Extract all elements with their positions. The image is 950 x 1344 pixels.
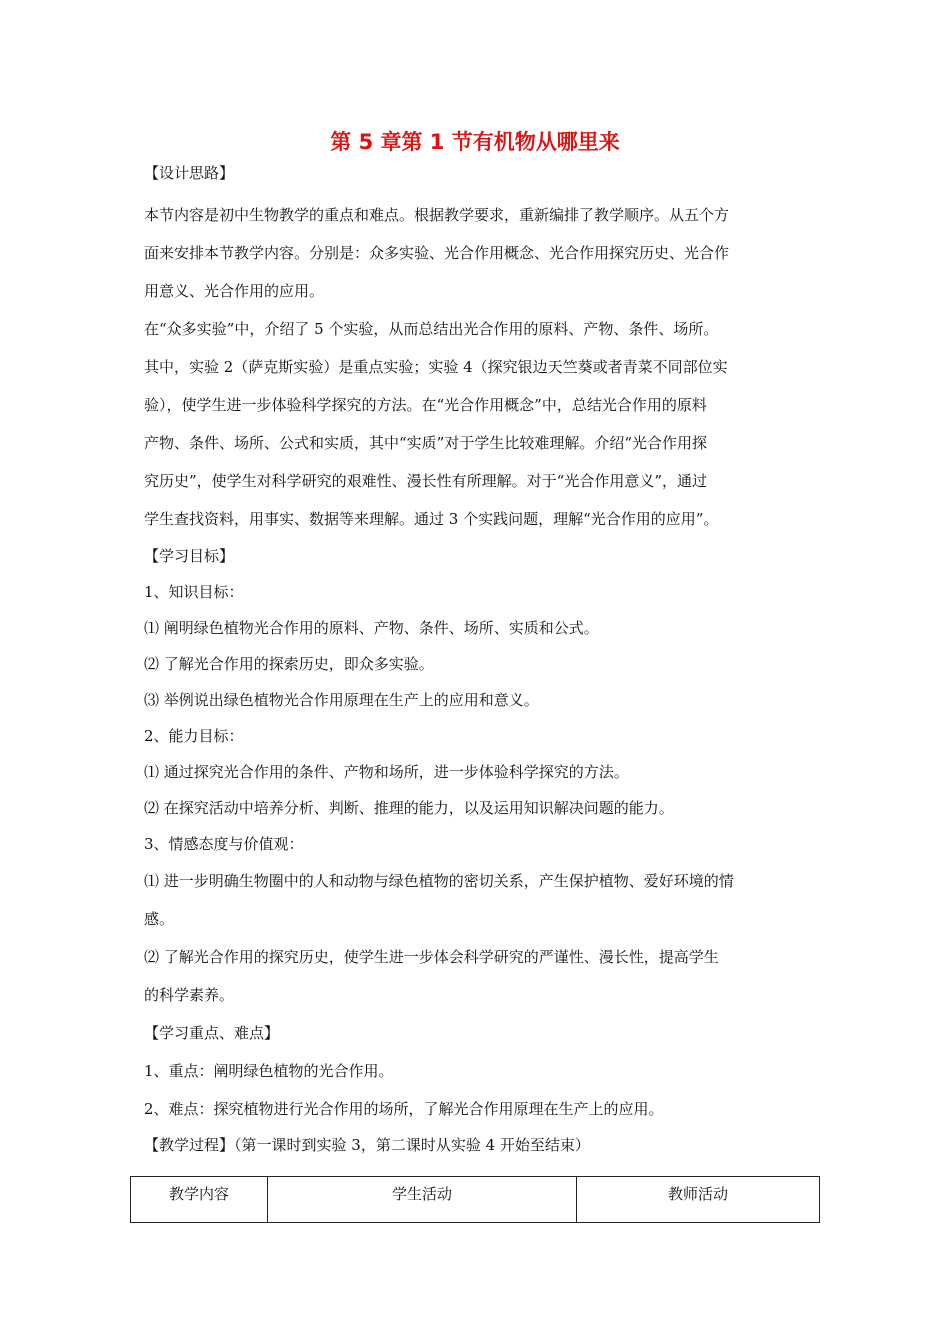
difficult-point-item: 2、难点：探究植物进行光合作用的场所，了解光合作用原理在生产上的应用。 — [144, 1100, 664, 1118]
column-header-teacher: 教师活动 — [577, 1177, 820, 1223]
paragraph-line: 其中，实验 2（萨克斯实验）是重点实验；实验 4（探究银边天竺葵或者青菜不同部位实 — [144, 358, 728, 376]
page-title: 第 5 章第 1 节有机物从哪里来 — [330, 130, 620, 154]
process-table-container — [130, 1176, 820, 1223]
section-heading-goals: 【学习目标】 — [144, 547, 235, 565]
section-heading-design: 【设计思路】 — [144, 164, 235, 182]
design-paragraph — [144, 196, 820, 538]
paragraph-line: 验），使学生进一步体验科学探究的方法。在“光合作用概念”中，总结光合作用的原料 — [144, 396, 707, 414]
paragraph-line: 究历史”，使学生对科学研究的艰难性、漫长性有所理解。对于“光合作用意义”，通过 — [144, 472, 708, 490]
paragraph-line: 产物、条件、场所、公式和实质，其中“实质”对于学生比较难理解。介绍“光合作用探 — [144, 434, 708, 452]
list-item: ⑴ 阐明绿色植物光合作用的原料、产物、条件、场所、实质和公式。 — [144, 619, 599, 637]
paragraph-line: 在“众多实验”中，介绍了 5 个实验，从而总结出光合作用的原料、产物、条件、场所。 — [144, 320, 719, 338]
list-item-continuation: 的科学素养。 — [144, 986, 235, 1004]
list-item: ⑵ 在探究活动中培养分析、判断、推理的能力，以及运用知识解决问题的能力。 — [144, 799, 674, 817]
process-note: （第一课时到实验 3，第二课时从实验 4 开始至结束） — [234, 1136, 590, 1154]
column-header-content: 教学内容 — [131, 1177, 268, 1223]
key-point-item: 1、重点：阐明绿色植物的光合作用。 — [144, 1062, 394, 1080]
section-heading-key-points: 【学习重点、难点】 — [144, 1024, 280, 1042]
paragraph-line: 面来安排本节教学内容。分别是：众多实验、光合作用概念、光合作用探究历史、光合作 — [144, 244, 730, 262]
process-table — [130, 1176, 820, 1223]
paragraph-line: 用意义、光合作用的应用。 — [144, 282, 325, 300]
list-item: ⑴ 进一步明确生物圈中的人和动物与绿色植物的密切关系，产生保护植物、爱好环境的情 — [144, 872, 734, 890]
list-item-continuation: 感。 — [144, 910, 175, 928]
emotion-goals-heading: 3、情感态度与价值观： — [144, 835, 304, 853]
table-header-row — [131, 1177, 820, 1223]
process-heading-line — [144, 1128, 820, 1162]
column-header-student: 学生活动 — [268, 1177, 577, 1223]
knowledge-goals-heading: 1、知识目标： — [144, 583, 244, 601]
list-item: ⑴ 通过探究光合作用的条件、产物和场所，进一步体验科学探究的方法。 — [144, 763, 629, 781]
list-item: ⑶ 举例说出绿色植物光合作用原理在生产上的应用和意义。 — [144, 691, 539, 709]
document-body — [144, 160, 820, 1162]
paragraph-line: 本节内容是初中生物教学的重点和难点。根据教学要求，重新编排了教学顺序。从五个方 — [144, 206, 730, 224]
list-item: ⑵ 了解光合作用的探究历史，使学生进一步体会科学研究的严谨性、漫长性，提高学生 — [144, 948, 719, 966]
ability-goals-heading: 2、能力目标： — [144, 727, 244, 745]
list-item: ⑵ 了解光合作用的探索历史，即众多实验。 — [144, 655, 434, 673]
paragraph-line: 学生查找资料，用事实、数据等来理解。通过 3 个实践问题，理解“光合作用的应用”。 — [144, 510, 719, 528]
section-heading-process: 【教学过程】 — [144, 1136, 235, 1154]
